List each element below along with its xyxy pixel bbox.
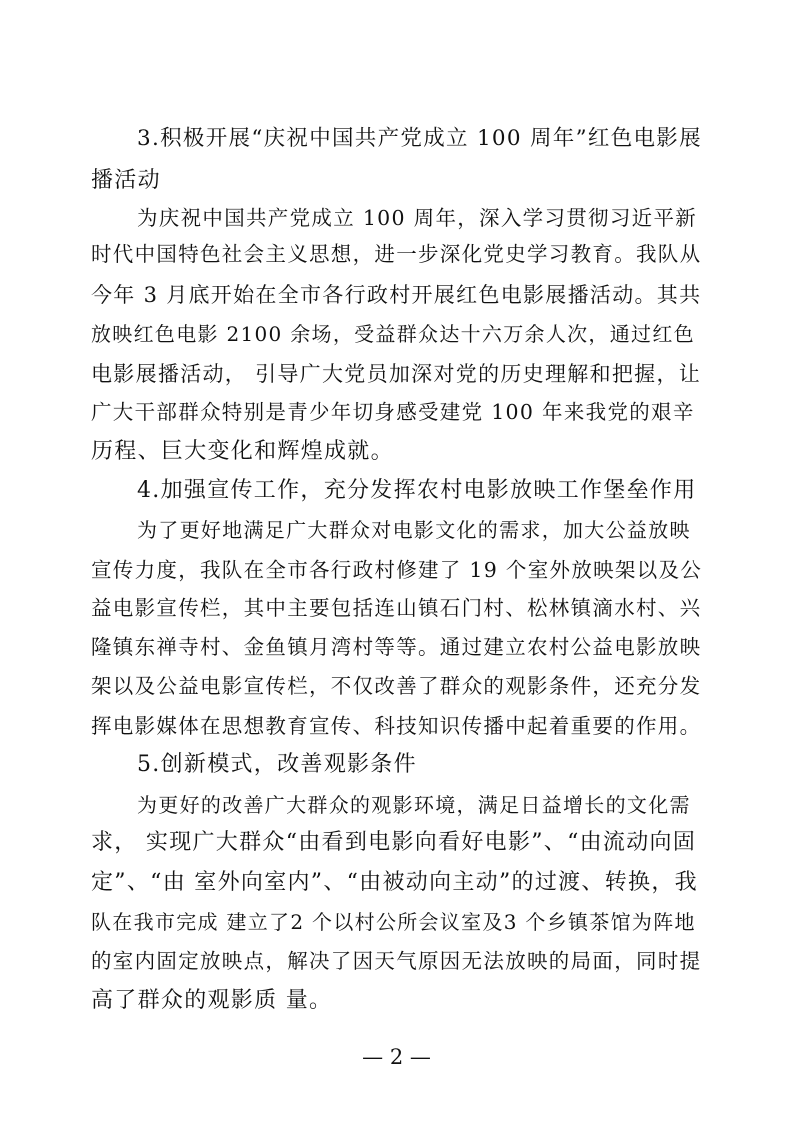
- page-number: — 2 —: [362, 1045, 431, 1069]
- paragraph-line: 挥电影媒体在思想教育宣传、科技知识传播中起着重要的作用。: [91, 714, 702, 738]
- section-heading-5: 5.创新模式，改善观影条件: [137, 752, 417, 777]
- section-heading-3: 3.积极开展“庆祝中国共产党成立 100 周年”红色电影展: [137, 126, 702, 151]
- paragraph-line: 隆镇东禅寺村、金鱼镇月湾村等等。通过建立农村公益电影放映: [91, 635, 702, 659]
- section-heading-3-continued: 播活动: [91, 168, 161, 193]
- paragraph-line: 高了群众的观影质 量。: [91, 988, 333, 1013]
- section-heading-4: 4.加强宣传工作，充分发挥农村电影放映工作堡垒作用: [137, 478, 697, 503]
- paragraph-line: 今年 3 月底开始在全市各行政村开展红色电影展播活动。其共: [91, 283, 702, 307]
- paragraph-line: 求， 实现广大群众“由看到电影向看好电影”、“由流动向固: [91, 830, 697, 855]
- paragraph-line: 的室内固定放映点，解决了因天气原因无法放映的局面，同时提: [91, 949, 702, 973]
- paragraph-line: 放映红色电影 2100 余场，受益群众达十六万余人次，通过红色: [91, 322, 695, 346]
- paragraph-line: 为庆祝中国共产党成立 100 周年，深入学习贯彻习近平新: [137, 206, 698, 230]
- paragraph-line: 定”、“由 室外向室内”、“由被动向主动”的过渡、转换，我: [91, 870, 698, 895]
- paragraph-line: 益电影宣传栏，其中主要包括连山镇石门村、松林镇滴水村、兴: [91, 596, 702, 620]
- paragraph-line: 历程、巨大变化和辉煌成就。: [91, 439, 394, 464]
- paragraph-line: 队在我市完成 建立了2 个以村公所会议室及3 个乡镇茶馆为阵地: [91, 910, 696, 934]
- paragraph-line: 为更好的改善广大群众的观影环境，满足日益增长的文化需: [137, 793, 691, 817]
- paragraph-line: 架以及公益电影宣传栏，不仅改善了群众的观影条件，还充分发: [91, 674, 702, 698]
- paragraph-line: 时代中国特色社会主义思想，进一步深化党史学习教育。我队从: [91, 242, 702, 266]
- paragraph-line: 宣传力度，我队在全市各行政村修建了 19 个室外放映架以及公: [91, 558, 703, 582]
- paragraph-line: 广大干部群众特别是青少年切身感受建党 100 年来我党的艰辛: [91, 400, 695, 424]
- paragraph-line: 电影展播活动， 引导广大党员加深对党的历史理解和把握，让: [91, 362, 702, 386]
- paragraph-line: 为了更好地满足广大群众对电影文化的需求，加大公益放映: [137, 518, 691, 542]
